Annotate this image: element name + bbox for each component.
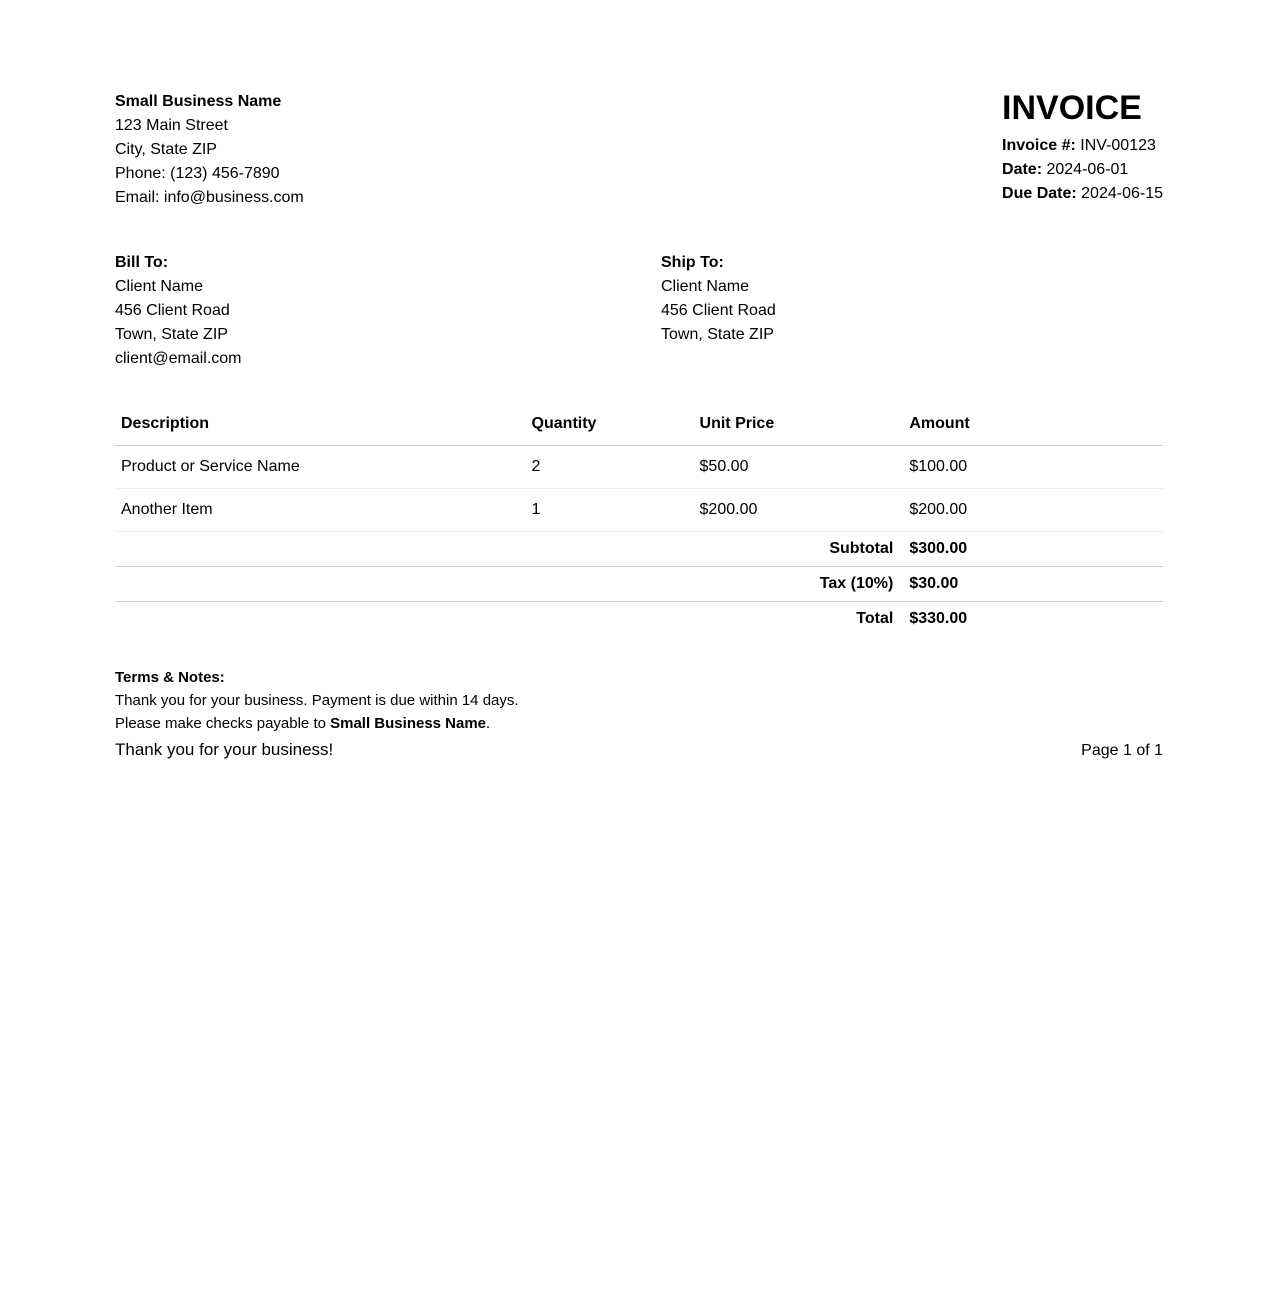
bill-to-line: Town, State ZIP	[115, 326, 228, 343]
invoice-date-value: 2024-06-01	[1046, 161, 1129, 178]
terms-note-1: Thank you for your business. Payment is due within 14 days.	[115, 692, 519, 709]
ship-to-line: Client Name	[661, 278, 750, 295]
unit-price-cell: $200.00	[694, 489, 904, 532]
business-name: Small Business Name	[115, 93, 282, 110]
table-row	[115, 446, 1163, 489]
ship-to-line: 456 Client Road	[661, 302, 776, 319]
document-footer	[115, 738, 1163, 763]
bill-to-line: 456 Client Road	[115, 302, 230, 319]
business-email: Email: info@business.com	[115, 189, 304, 206]
description-cell: Product or Service Name	[115, 446, 526, 489]
tax-label: Tax (10%)	[115, 567, 903, 602]
terms-note-2-suffix: .	[486, 715, 491, 732]
business-address-line-1: 123 Main Street	[115, 117, 228, 134]
amount-cell: $200.00	[903, 489, 1163, 532]
invoice-number-label: Invoice #:	[1002, 137, 1076, 154]
terms-heading: Terms & Notes:	[115, 669, 225, 686]
total-label: Total	[856, 610, 894, 627]
description-cell: Another Item	[115, 489, 526, 532]
bill-to-heading: Bill To:	[115, 254, 169, 271]
tax-row	[115, 567, 1163, 602]
bill-to-line: Client Name	[115, 278, 204, 295]
bill-to-block	[115, 251, 661, 371]
quantity-cell: 1	[526, 489, 694, 532]
invoice-meta	[1002, 90, 1163, 206]
invoice-date-label: Date:	[1002, 161, 1043, 178]
terms-note-2-payee: Small Business Name	[330, 715, 487, 732]
page-indicator: Page 1 of 1	[1081, 742, 1163, 759]
bill-to-line: client@email.com	[115, 350, 242, 367]
footer-thanks: Thank you for your business!	[115, 740, 334, 759]
invoice-due-date-line	[1002, 182, 1163, 206]
ship-to-heading: Ship To:	[661, 254, 724, 271]
header-amount: Amount	[903, 403, 1163, 446]
terms-note-2	[115, 713, 1163, 735]
terms-section	[115, 667, 1163, 735]
unit-price-cell: $50.00	[694, 446, 904, 489]
line-items-table	[115, 403, 1163, 636]
table-header-row	[115, 403, 1163, 446]
business-address-line-2: City, State ZIP	[115, 141, 217, 158]
header-quantity: Quantity	[526, 403, 694, 446]
document-header	[115, 90, 1163, 210]
tax-value: $30.00	[903, 567, 1163, 602]
ship-to-line: Town, State ZIP	[661, 326, 774, 343]
addresses-section	[115, 251, 1163, 371]
table-row	[115, 489, 1163, 532]
ship-to-block	[661, 251, 776, 371]
subtotal-label: Subtotal	[115, 532, 903, 567]
amount-cell: $100.00	[903, 446, 1163, 489]
total-row	[115, 602, 1163, 637]
total-value: $330.00	[909, 610, 968, 627]
header-description: Description	[115, 403, 526, 446]
subtotal-value: $300.00	[903, 532, 1163, 567]
invoice-due-date-label: Due Date:	[1002, 185, 1077, 202]
quantity-cell: 2	[526, 446, 694, 489]
invoice-due-date-value: 2024-06-15	[1081, 185, 1163, 202]
invoice-date-line	[1002, 158, 1163, 182]
invoice-number-value: INV-00123	[1080, 137, 1156, 154]
business-phone: Phone: (123) 456-7890	[115, 165, 280, 182]
invoice-number-line	[1002, 134, 1163, 158]
header-unit-price: Unit Price	[694, 403, 904, 446]
invoice-title: INVOICE	[1002, 89, 1142, 127]
subtotal-row	[115, 532, 1163, 567]
business-info	[115, 90, 304, 210]
terms-note-2-prefix: Please make checks payable to	[115, 715, 326, 732]
